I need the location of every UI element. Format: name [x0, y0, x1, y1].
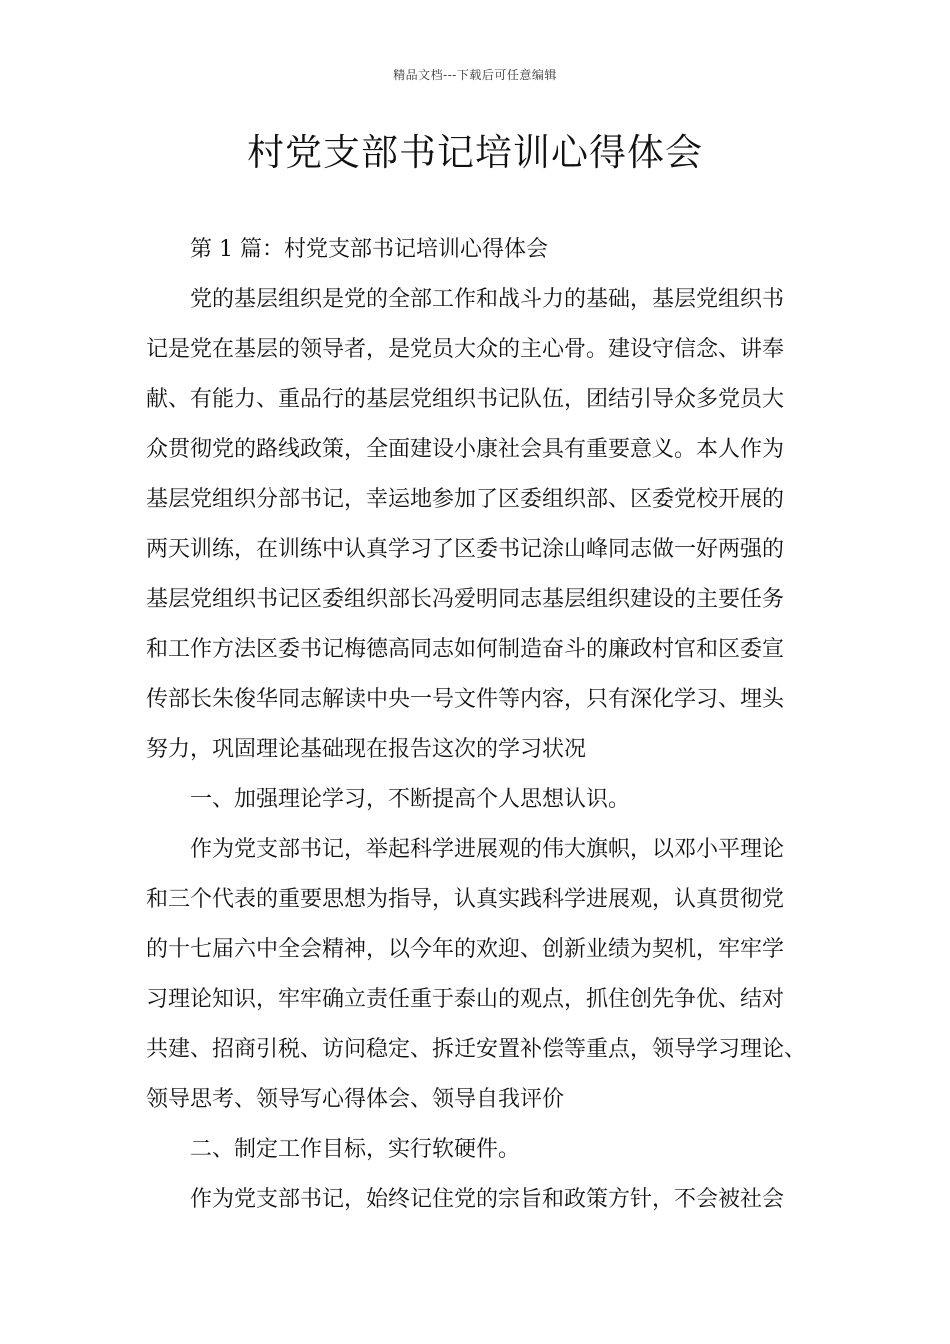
text-line: 两天训练，在训练中认真学习了区委书记涂山峰同志做一好两强的 — [146, 537, 785, 562]
text-line: 和三个代表的重要思想为指导，认真实践科学进展观，认真贯彻党 — [146, 887, 785, 912]
text-line: 努力，巩固理论基础现在报告这次的学习状况 — [146, 737, 587, 762]
text-line: 领导思考、领导写心得体会、领导自我评价 — [146, 1087, 565, 1112]
text-line: 记是党在基层的领导者，是党员大众的主心骨。建设守信念、讲奉 — [146, 337, 785, 362]
text-line: 第 1 篇：村党支部书记培训心得体会 — [190, 237, 548, 262]
section-heading: 二、制定工作目标，实行软硬件。 — [190, 1137, 521, 1162]
text-line: 传部长朱俊华同志解读中央一号文件等内容，只有深化学习、埋头 — [146, 687, 785, 712]
text-line: 作为党支部书记，举起科学进展观的伟大旗帜，以邓小平理论 — [190, 837, 785, 862]
section-heading: 一、加强理论学习，不断提高个人思想认识。 — [190, 787, 631, 812]
document-title: 村党支部书记培训心得体会 — [247, 131, 703, 174]
text-line: 的十七届六中全会精神，以今年的欢迎、创新业绩为契机，牢牢学 — [146, 937, 785, 962]
header-note: 精品文档---下载后可任意编辑 — [393, 68, 557, 82]
text-line: 基层党组织分部书记，幸运地参加了区委组织部、区委党校开展的 — [146, 487, 785, 512]
text-line: 基层党组织书记区委组织部长冯爱明同志基层组织建设的主要任务 — [146, 587, 785, 612]
text-line: 作为党支部书记，始终记住党的宗旨和政策方针，不会被社会 — [190, 1187, 785, 1212]
text-line: 党的基层组织是党的全部工作和战斗力的基础，基层党组织书 — [190, 287, 785, 312]
text-line: 众贯彻党的路线政策，全面建设小康社会具有重要意义。本人作为 — [146, 437, 785, 462]
text-line: 和工作方法区委书记梅德高同志如何制造奋斗的廉政村官和区委宣 — [146, 637, 785, 662]
document-body — [146, 225, 826, 1225]
text-line: 共建、招商引税、访问稳定、拆迁安置补偿等重点，领导学习理论、 — [146, 1037, 807, 1062]
text-line: 献、有能力、重品行的基层党组织书记队伍，团结引导众多党员大 — [146, 387, 785, 412]
text-line: 习理论知识，牢牢确立责任重于泰山的观点，抓住创先争优、结对 — [146, 987, 785, 1012]
